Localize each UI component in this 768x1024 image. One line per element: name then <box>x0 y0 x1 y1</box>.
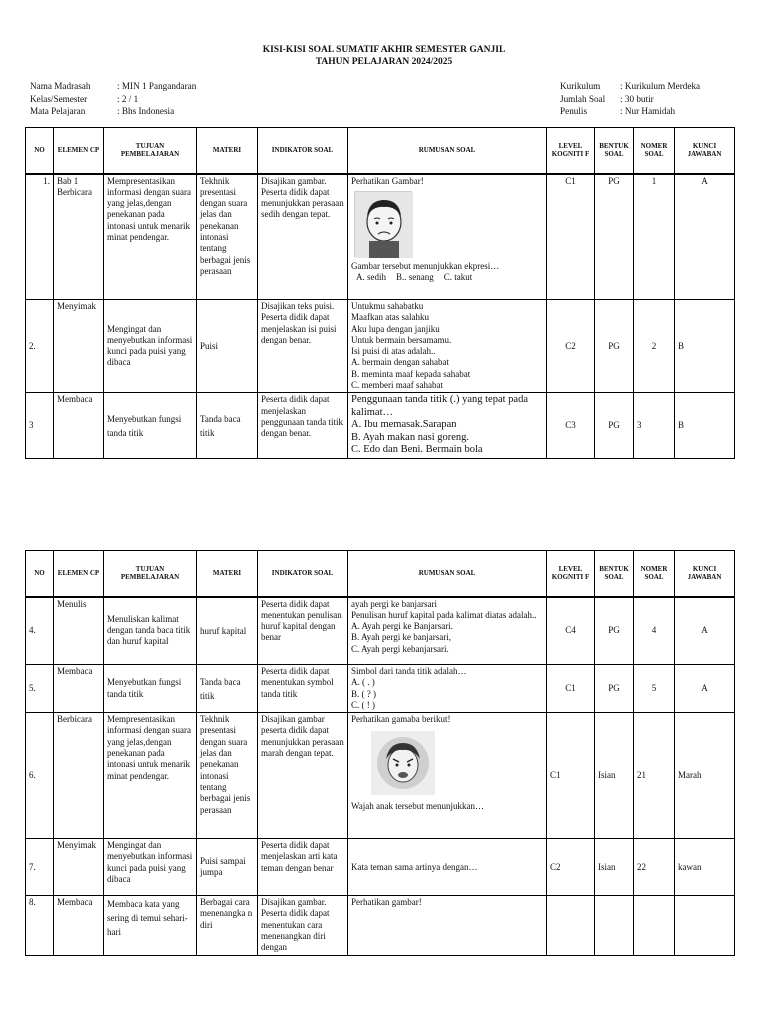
table-row <box>26 896 735 955</box>
angry-child-face-image <box>371 731 435 795</box>
rumusan-line: Untuk bermain bersamamu. <box>351 334 452 345</box>
cell-kunci: B <box>675 393 735 459</box>
header-materi: MATERI <box>197 128 258 174</box>
meta-key: Jumlah Soal <box>560 93 606 104</box>
meta-row <box>30 80 196 93</box>
rumusan-line: Untukmu sahabatku <box>351 301 424 311</box>
cell-nomer: 1 <box>634 174 675 300</box>
choice-b: B.. senang <box>396 272 434 283</box>
cell-kunci: kawan <box>675 839 735 896</box>
cell-indikator: Disajikan teks puisi. Peserta didik dapat menjelaskan isi puisi dengan benar. <box>258 300 348 393</box>
cell-tujuan: Membaca kata yang sering di temui sehari-hari <box>104 896 197 955</box>
rumusan-line: kalimat… <box>351 406 393 418</box>
cell-elemen: Bab 1 Berbicara <box>54 174 104 300</box>
header-nomer: NOMER SOAL <box>634 551 675 597</box>
choice-list <box>351 272 543 283</box>
cell-no: 3 <box>26 393 54 459</box>
meta-right <box>560 80 700 118</box>
cell-bentuk: Isian <box>595 713 634 839</box>
header-no: NO <box>26 551 54 597</box>
header-level: LEVEL KOGNITI F <box>547 551 595 597</box>
page-title <box>0 44 768 68</box>
cell-no: 6. <box>26 713 54 839</box>
cell-indikator: Peserta didik dapat menentukan penulisan huruf kapital dengan benar <box>258 597 348 665</box>
table-row <box>26 174 735 300</box>
cell-bentuk: Isian <box>595 839 634 896</box>
cell-rumusan <box>348 839 547 896</box>
cell-kunci: A <box>675 597 735 665</box>
cell-rumusan <box>348 174 547 300</box>
header-nomer: NOMER SOAL <box>634 128 675 174</box>
cell-materi: Puisi sampai jumpa <box>197 839 258 896</box>
sad-child-face-image <box>354 191 412 257</box>
cell-tujuan: Mengingat dan menyebutkan informasi kunci pada puisi yang dibaca <box>104 300 197 393</box>
cell-bentuk: PG <box>595 393 634 459</box>
meta-row <box>560 105 700 118</box>
meta-key: Penulis <box>560 106 588 116</box>
rumusan-line: Simbol dari tanda titik adalah… <box>351 666 467 676</box>
cell-indikator: Peserta didik dapat menjelaskan arti kata teman dengan benar <box>258 839 348 896</box>
rumusan-line: Isi puisi di atas adalah.. <box>351 346 436 357</box>
table-row <box>26 597 735 665</box>
choice-c: C. memberi maaf sahabat <box>351 380 443 391</box>
cell-nomer <box>634 896 675 955</box>
cell-materi: huruf kapital <box>197 597 258 665</box>
meta-value: : Kurikulum Merdeka <box>620 81 701 91</box>
kisi-kisi-table-2 <box>25 550 735 956</box>
header-kunci: KUNCI JAWABAN <box>675 551 735 597</box>
title-line-1: KISI-KISI SOAL SUMATIF AKHIR SEMESTER GANJIL <box>262 45 506 55</box>
cell-indikator: Disajikan gambar peserta didik dapat menunjukkan perasaan marah dengan tepat. <box>258 713 348 839</box>
meta-value: : 30 butir <box>620 93 654 104</box>
cell-tujuan: Mempresentasikan informasi dengan suara yang jelas,dengan penekanan pada intonasi untuk menarik minat pendengar. <box>104 174 197 300</box>
header-materi: MATERI <box>197 551 258 597</box>
header-no: NO <box>26 128 54 174</box>
cell-rumusan <box>348 597 547 665</box>
header-indikator: INDIKATOR SOAL <box>258 551 348 597</box>
header-kunci: KUNCI JAWABAN <box>675 128 735 174</box>
cell-tujuan: Menuliskan kalimat dengan tanda baca titik dan huruf kapital <box>104 597 197 665</box>
cell-no: 4. <box>26 597 54 665</box>
choice-c: C. takut <box>443 272 473 283</box>
choice-b: B. Ayah makan nasi goreng. <box>351 431 470 443</box>
cell-rumusan <box>348 393 547 459</box>
cell-materi: Tekhnik presentasi dengan suara jelas dan penekanan intonasi tentang berbagai jenis perasaan <box>197 174 258 300</box>
cell-indikator: Peserta didik dapat menentukan symbol tanda titik <box>258 665 348 713</box>
header-row <box>26 551 735 597</box>
cell-tujuan: Menyebutkan fungsi tanda titik <box>104 665 197 713</box>
choice-a: A. ( . ) <box>351 677 375 688</box>
rumusan-question: Wajah anak tersebut menunjukkan… <box>351 801 484 812</box>
choice-a: A. bermain dengan sahabat <box>351 357 449 368</box>
kisi-kisi-table-1 <box>25 127 735 459</box>
cell-nomer: 22 <box>634 839 675 896</box>
meta-key: Kelas/Semester <box>30 93 88 104</box>
cell-indikator: Disajikan gambar. Peserta didik dapat menunjukkan perasaan sedih dengan tepat. <box>258 174 348 300</box>
meta-value: : MIN 1 Pangandaran <box>117 81 197 91</box>
cell-nomer: 5 <box>634 665 675 713</box>
rumusan-line: Aku lupa dengan janjiku <box>351 323 440 334</box>
meta-key: Nama Madrasah <box>30 81 91 91</box>
cell-elemen: Membaca <box>54 393 104 459</box>
cell-no: 5. <box>26 665 54 713</box>
cell-kunci <box>675 896 735 955</box>
header-rumusan: RUMUSAN SOAL <box>348 551 547 597</box>
rumusan-line: Kata teman sama artinya dengan… <box>351 861 478 872</box>
table-row <box>26 839 735 896</box>
meta-value: : Bhs Indonesia <box>117 106 175 116</box>
cell-level: C2 <box>547 300 595 393</box>
cell-rumusan <box>348 713 547 839</box>
cell-elemen: Menyimak <box>54 839 104 896</box>
cell-level: C3 <box>547 393 595 459</box>
cell-indikator: Disajikan gambar. Peserta didik dapat menentukan cara menenangkan diri dengan <box>258 896 348 955</box>
meta-key: Mata Pelajaran <box>30 106 86 116</box>
header-tujuan: TUJUAN PEMBELAJARAN <box>104 128 197 174</box>
cell-level: C2 <box>547 839 595 896</box>
cell-kunci: A <box>675 665 735 713</box>
meta-left <box>30 80 196 118</box>
cell-no: 7. <box>26 839 54 896</box>
rumusan-line: Penulisan huruf kapital pada kalimat diatas adalah.. <box>351 609 537 620</box>
cell-elemen: Menulis <box>54 597 104 665</box>
cell-nomer: 21 <box>634 713 675 839</box>
title-line-2: TAHUN PELAJARAN 2024/2025 <box>315 57 453 67</box>
meta-key: Kurikulum <box>560 81 601 91</box>
rumusan-line: Perhatikan gambar! <box>351 897 422 908</box>
choice-b: B. Ayah pergi ke banjarsari, <box>351 632 451 643</box>
cell-kunci: B <box>675 300 735 393</box>
cell-level: C1 <box>547 713 595 839</box>
cell-materi: Berbagai cara menenangka n diri <box>197 896 258 955</box>
header-level: LEVEL KOGNITI F <box>547 128 595 174</box>
rumusan-intro: Perhatikan Gambar! <box>351 175 424 186</box>
cell-rumusan <box>348 300 547 393</box>
cell-nomer: 3 <box>634 393 675 459</box>
choice-a: A. Ibu memasak.Sarapan <box>351 419 457 431</box>
cell-level: C4 <box>547 597 595 665</box>
cell-nomer: 2 <box>634 300 675 393</box>
cell-no: 8. <box>26 896 54 955</box>
cell-elemen: Berbicara <box>54 713 104 839</box>
cell-kunci: A <box>675 174 735 300</box>
choice-c: C. ( ! ) <box>351 699 375 710</box>
cell-kunci: Marah <box>675 713 735 839</box>
header-bentuk: BENTUK SOAL <box>595 551 634 597</box>
cell-indikator: Peserta didik dapat menjelaskan penggunaan tanda titik dengan benar. <box>258 393 348 459</box>
header-indikator: INDIKATOR SOAL <box>258 128 348 174</box>
cell-elemen: Menyimak <box>54 300 104 393</box>
cell-rumusan <box>348 665 547 713</box>
cell-level <box>547 896 595 955</box>
cell-materi: Tanda baca titik <box>197 393 258 459</box>
cell-tujuan: Mengingat dan menyebutkan informasi kunci pada puisi yang dibaca <box>104 839 197 896</box>
choice-a: A. Ayah pergi ke Banjarsari. <box>351 621 453 632</box>
choice-a: A. sedih <box>356 272 386 283</box>
rumusan-line: ayah pergi ke banjarsari <box>351 598 438 609</box>
header-elemen: ELEMEN CP <box>54 128 104 174</box>
table-row <box>26 665 735 713</box>
header-tujuan: TUJUAN PEMBELAJARAN <box>104 551 197 597</box>
meta-value: : 2 / 1 <box>117 93 139 104</box>
cell-materi: Tekhnik presentasi dengan suara jelas dan penekanan intonasi tentang berbagai jenis perasaan <box>197 713 258 839</box>
cell-bentuk: PG <box>595 174 634 300</box>
meta-row <box>560 93 700 106</box>
cell-tujuan: Menyebutkan fungsi tanda titik <box>104 393 197 459</box>
choice-c: C. Edo dan Beni. Bermain bola <box>351 444 483 456</box>
choice-c: C. Ayah pergi kebanjarsari. <box>351 643 449 654</box>
cell-bentuk: PG <box>595 597 634 665</box>
header-elemen: ELEMEN CP <box>54 551 104 597</box>
header-row <box>26 128 735 174</box>
table-row <box>26 300 735 393</box>
header-bentuk: BENTUK SOAL <box>595 128 634 174</box>
cell-level: C1 <box>547 174 595 300</box>
cell-bentuk <box>595 896 634 955</box>
cell-elemen: Membaca <box>54 896 104 955</box>
table-row <box>26 713 735 839</box>
rumusan-question: Gambar tersebut menunjukkan ekpresi… <box>351 260 500 271</box>
cell-bentuk: PG <box>595 665 634 713</box>
cell-materi: Puisi <box>197 300 258 393</box>
cell-elemen: Membaca <box>54 665 104 713</box>
cell-rumusan <box>348 896 547 955</box>
meta-row <box>30 105 196 118</box>
rumusan-line: Penggunaan tanda titik (.) yang tepat pada <box>351 394 528 406</box>
cell-nomer: 4 <box>634 597 675 665</box>
cell-tujuan: Mempresentasikan informasi dengan suara yang jelas,dengan penekanan pada intonasi untuk menarik minat pendengar. <box>104 713 197 839</box>
meta-value: : Nur Hamidah <box>620 106 676 116</box>
cell-no: 1. <box>26 174 54 300</box>
choice-b: B. ( ? ) <box>351 688 376 699</box>
meta-row <box>30 93 196 106</box>
header-rumusan: RUMUSAN SOAL <box>348 128 547 174</box>
rumusan-intro: Perhatikan gamaba berikut! <box>351 714 451 725</box>
rumusan-line: Maafkan atas salahku <box>351 312 429 323</box>
cell-level: C1 <box>547 665 595 713</box>
meta-row <box>560 80 700 93</box>
cell-materi: Tanda baca titik <box>197 665 258 713</box>
cell-bentuk: PG <box>595 300 634 393</box>
choice-b: B. meminta maaf kepada sahabat <box>351 368 471 379</box>
table-row <box>26 393 735 459</box>
cell-no: 2. <box>26 300 54 393</box>
